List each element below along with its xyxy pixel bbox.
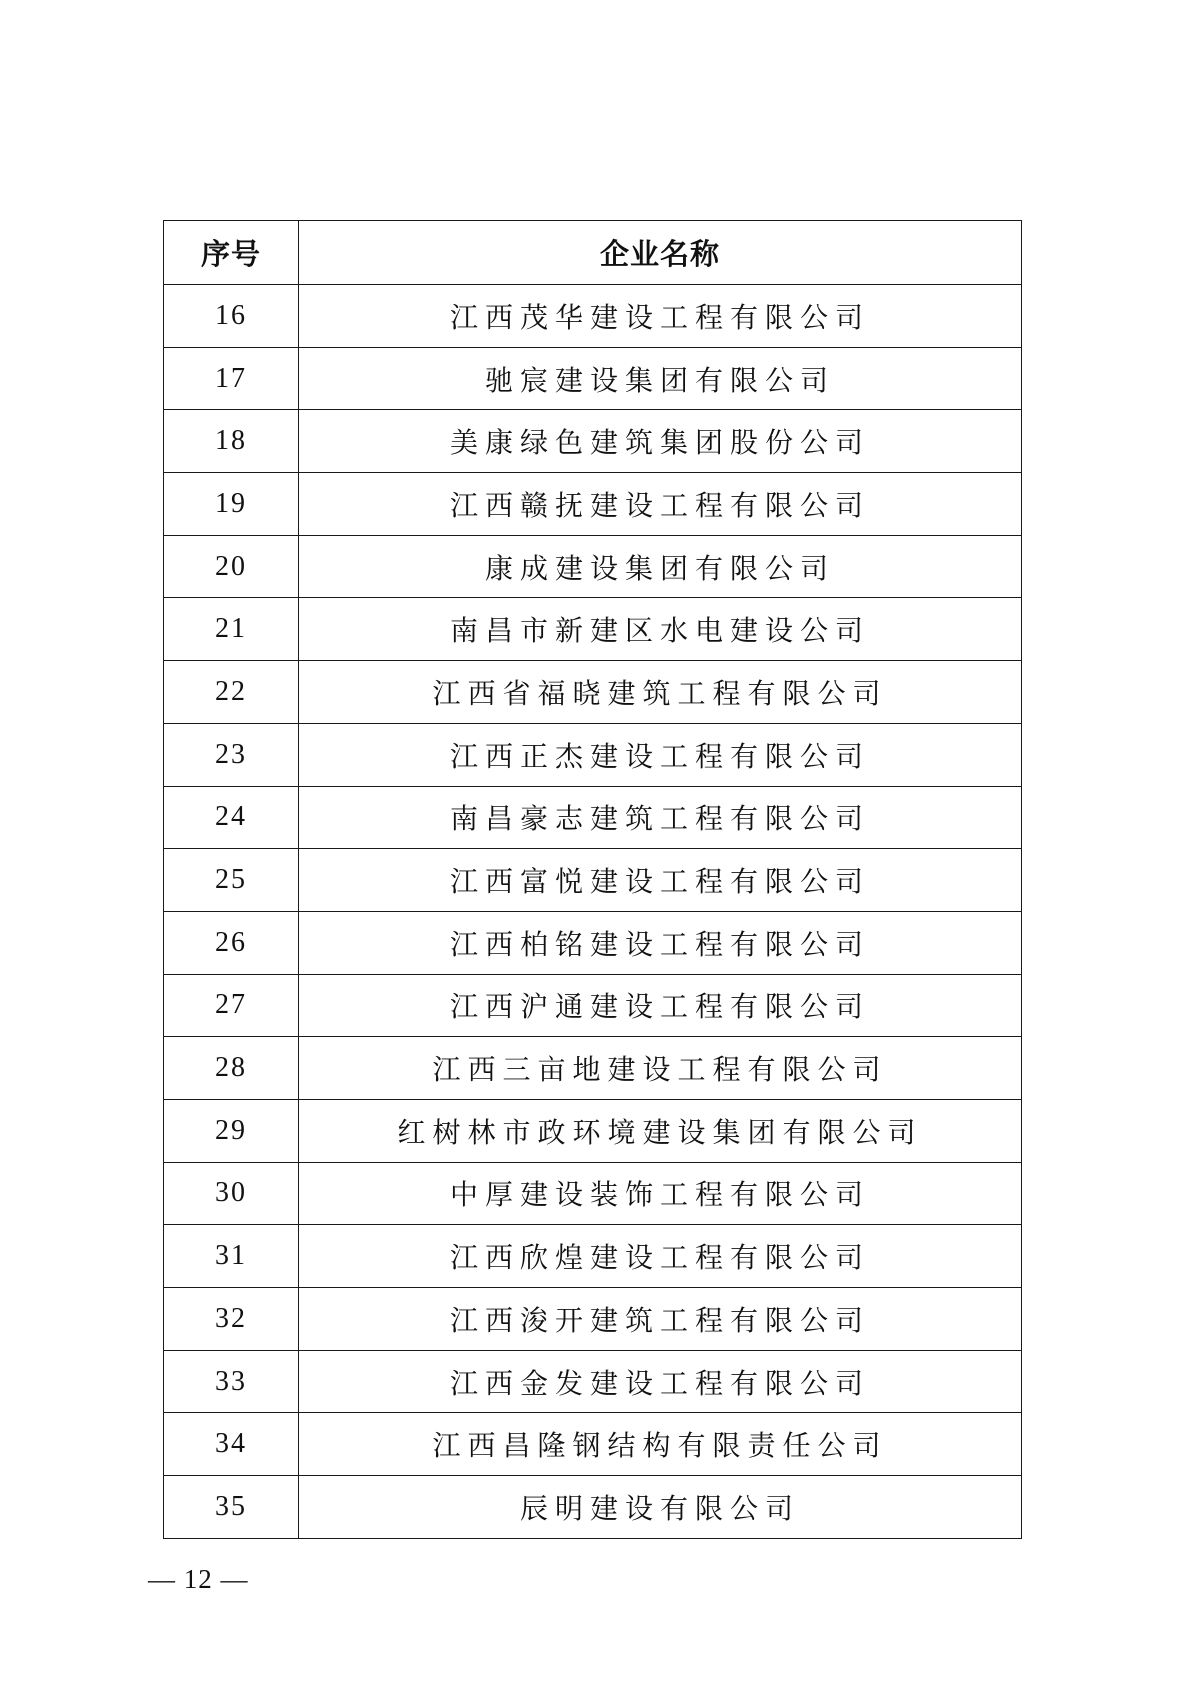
seq-cell: 17 [164,347,299,410]
company-name-cell: 江西三亩地建设工程有限公司 [299,1037,1022,1100]
header-seq: 序号 [164,221,299,285]
seq-cell: 26 [164,911,299,974]
table-row [164,661,1022,724]
table-row [164,849,1022,912]
company-name-cell: 中厚建设装饰工程有限公司 [299,1162,1022,1225]
seq-cell: 23 [164,723,299,786]
table-row [164,1099,1022,1162]
seq-cell: 21 [164,598,299,661]
company-name-cell: 江西省福晓建筑工程有限公司 [299,661,1022,724]
table-row [164,410,1022,473]
table-row [164,1350,1022,1413]
table-row [164,1162,1022,1225]
company-name-cell: 江西富悦建设工程有限公司 [299,849,1022,912]
seq-cell: 30 [164,1162,299,1225]
table-row [164,723,1022,786]
company-name-cell: 江西茂华建设工程有限公司 [299,285,1022,348]
table-row [164,473,1022,536]
table-row [164,535,1022,598]
company-name-cell: 南昌市新建区水电建设公司 [299,598,1022,661]
company-name-cell: 江西正杰建设工程有限公司 [299,723,1022,786]
company-name-cell: 江西欣煌建设工程有限公司 [299,1225,1022,1288]
company-name-cell: 南昌豪志建筑工程有限公司 [299,786,1022,849]
table-row [164,1476,1022,1539]
company-name-cell: 康成建设集团有限公司 [299,535,1022,598]
table-row [164,1225,1022,1288]
company-name-cell: 江西沪通建设工程有限公司 [299,974,1022,1037]
seq-cell: 33 [164,1350,299,1413]
seq-cell: 27 [164,974,299,1037]
table-row [164,1288,1022,1351]
seq-cell: 25 [164,849,299,912]
table-row [164,786,1022,849]
table-row [164,598,1022,661]
table-row [164,1413,1022,1476]
company-name-cell: 美康绿色建筑集团股份公司 [299,410,1022,473]
company-name-cell: 红树林市政环境建设集团有限公司 [299,1099,1022,1162]
seq-cell: 22 [164,661,299,724]
table-row [164,285,1022,348]
table-header-row [164,221,1022,285]
seq-cell: 29 [164,1099,299,1162]
seq-cell: 32 [164,1288,299,1351]
seq-cell: 16 [164,285,299,348]
table-row [164,974,1022,1037]
company-name-cell: 江西柏铭建设工程有限公司 [299,911,1022,974]
seq-cell: 31 [164,1225,299,1288]
company-list-table [163,220,1022,1539]
seq-cell: 24 [164,786,299,849]
seq-cell: 35 [164,1476,299,1539]
company-name-cell: 辰明建设有限公司 [299,1476,1022,1539]
header-company-name: 企业名称 [299,221,1022,285]
company-name-cell: 江西金发建设工程有限公司 [299,1350,1022,1413]
seq-cell: 28 [164,1037,299,1100]
company-name-cell: 驰宸建设集团有限公司 [299,347,1022,410]
seq-cell: 18 [164,410,299,473]
page-number: — 12 — [148,1564,249,1594]
table-row [164,911,1022,974]
company-name-cell: 江西赣抚建设工程有限公司 [299,473,1022,536]
company-name-cell: 江西昌隆钢结构有限责任公司 [299,1413,1022,1476]
company-name-cell: 江西浚开建筑工程有限公司 [299,1288,1022,1351]
seq-cell: 34 [164,1413,299,1476]
seq-cell: 19 [164,473,299,536]
table-row [164,347,1022,410]
table-row [164,1037,1022,1100]
seq-cell: 20 [164,535,299,598]
